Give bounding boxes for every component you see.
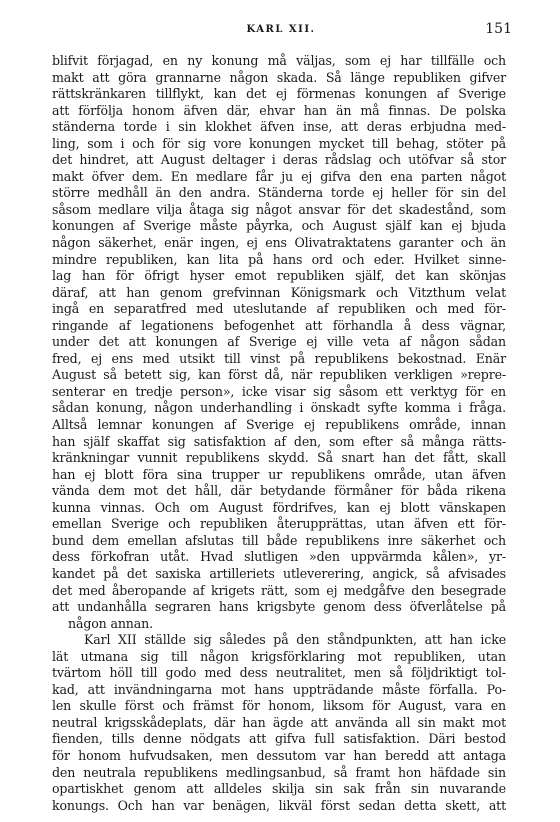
text-line: ständerna torde i sin klokhet äfven inse, att deras erbjudna med- <box>52 119 506 135</box>
text-line: för honom hufvudsaken, men dessutom var han beredd att antaga <box>52 747 506 763</box>
text-line: senterar en tredje person», icke visar sig såsom ett verktyg för en <box>52 383 506 399</box>
text-line: någon säkerhet, enär ingen, ej ens Olivatraktatens garanter och än <box>52 235 506 251</box>
text-line: däraf, att han genom grefvinnan Königsmark och Vitzthum velat <box>52 284 506 300</box>
text-line: konungs. Och han var benägen, likväl först sedan detta skett, att <box>52 797 506 813</box>
text-line: August så betett sig, kan först då, när republiken verkligen »repre- <box>52 367 506 383</box>
text-line: neutral krigsskådeplats, där han ägde att använda all sin makt mot <box>52 714 506 730</box>
text-line: att undanhålla segraren hans krigsbyte genom dess öfverlåtelse på <box>52 599 506 615</box>
text-line: sådan konung, någon underhandling i önskadt syfte komma i fråga. <box>52 400 506 416</box>
text-line: ringande af legationens befogenhet att förhandla å dess vägnar, <box>52 317 506 333</box>
text-line: kränkningar vunnit republikens skydd. Så snart han det fått, skall <box>52 450 506 466</box>
text-line: dess förkofran utåt. Hvad slutligen »den uppvärmda kålen», yr- <box>52 549 506 565</box>
text-line: lag han för öfrigt hyser emot republiken själf, det kan skönjas <box>52 268 506 284</box>
text-line: opartiskhet genom att alldeles skilja sin sak från sin nuvarande <box>52 781 506 797</box>
running-head <box>56 21 512 39</box>
running-title: KARL XII. <box>246 24 316 35</box>
text-line: fred, ej ens med utsikt till vinst på republikens bekostnad. Enär <box>52 350 506 366</box>
text-line: makt att göra grannarne någon skada. Så länge republiken gifver <box>52 69 506 85</box>
text-line: emellan Sverige och republiken återupprättas, utan äfven ett för- <box>52 516 506 532</box>
text-line: kunna vinnas. Och om August fördrifves, kan ej blott vänskapen <box>52 499 506 515</box>
text-line: någon annan. <box>68 615 153 631</box>
paragraph <box>52 53 506 632</box>
text-line: det hindret, att August deltager i deras rådslag och utöfvar så stor <box>52 152 506 168</box>
text-line: konungen af Sverige måste påyrka, och August själf kan ej bjuda <box>52 218 506 234</box>
body-text <box>52 53 506 814</box>
text-line: att förfölja honom äfven där, ehvar han än må finnas. De polska <box>52 102 506 118</box>
text-line: kandet på det saxiska artilleriets utleverering, angick, så afvisades <box>52 565 506 581</box>
text-line: det med åberopande af krigets rätt, som ej medgåfve den besegrade <box>52 582 506 598</box>
text-line: kad, att invändningarna mot hans uppträdande måste förfalla. Po- <box>52 681 506 697</box>
text-line: han ej blott föra sina trupper ur republikens område, utan äfven <box>52 466 506 482</box>
text-line: fienden, tills denne nödgats att gifva full satisfaktion. Däri bestod <box>52 731 506 747</box>
text-line: lät utmana sig till någon krigsförklaring mot republiken, utan <box>52 648 506 664</box>
text-line: mindre republiken, kan lita på hans ord och eder. Hvilket sinne- <box>52 251 506 267</box>
text-line: bund dem emellan afslutas till både republikens inre säkerhet och <box>52 532 506 548</box>
paragraph <box>52 632 506 814</box>
text-line: under det att konungen af Sverige ej ville veta af någon sådan <box>52 334 506 350</box>
text-line: ling, som i och för sig vore konungen mycket till behag, stöter på <box>52 135 506 151</box>
page-number: 151 <box>485 21 512 37</box>
text-line: såsom medlare vilja åtaga sig något ansvar för det skadestånd, som <box>52 201 506 217</box>
text-line: blifvit förjagad, en ny konung må väljas, som ej har tillfälle och <box>52 53 506 68</box>
text-line: han själf skaffat sig satisfaktion af den, som efter så många rätts- <box>52 433 506 449</box>
text-line: Alltså lemnar konungen af Sverige ej republikens område, innan <box>52 417 506 433</box>
text-line: tvärtom höll till godo med dess neutralitet, men så följdriktigt tol- <box>52 665 506 681</box>
text-line: rättskränkaren tillflykt, kan det ej förmenas konungen af Sverige <box>52 86 506 102</box>
text-line: större medhåll än den andra. Ständerna torde ej heller för sin del <box>52 185 506 201</box>
text-line: makt öfver dem. En medlare får ju ej gifva den ena parten något <box>52 168 506 184</box>
text-line: vända dem mot det håll, där betydande förmåner för båda rikena <box>52 483 506 499</box>
text-line: den neutrala republikens medlingsanbud, så framt hon häfdade sin <box>52 764 506 780</box>
text-line: ingå en separatfred med uteslutande af republiken och med för- <box>52 301 506 317</box>
text-line: len skulle först och främst för honom, liksom för August, vara en <box>52 698 506 714</box>
text-line: Karl XII ställde sig således på den ståndpunkten, att han icke <box>84 632 506 648</box>
